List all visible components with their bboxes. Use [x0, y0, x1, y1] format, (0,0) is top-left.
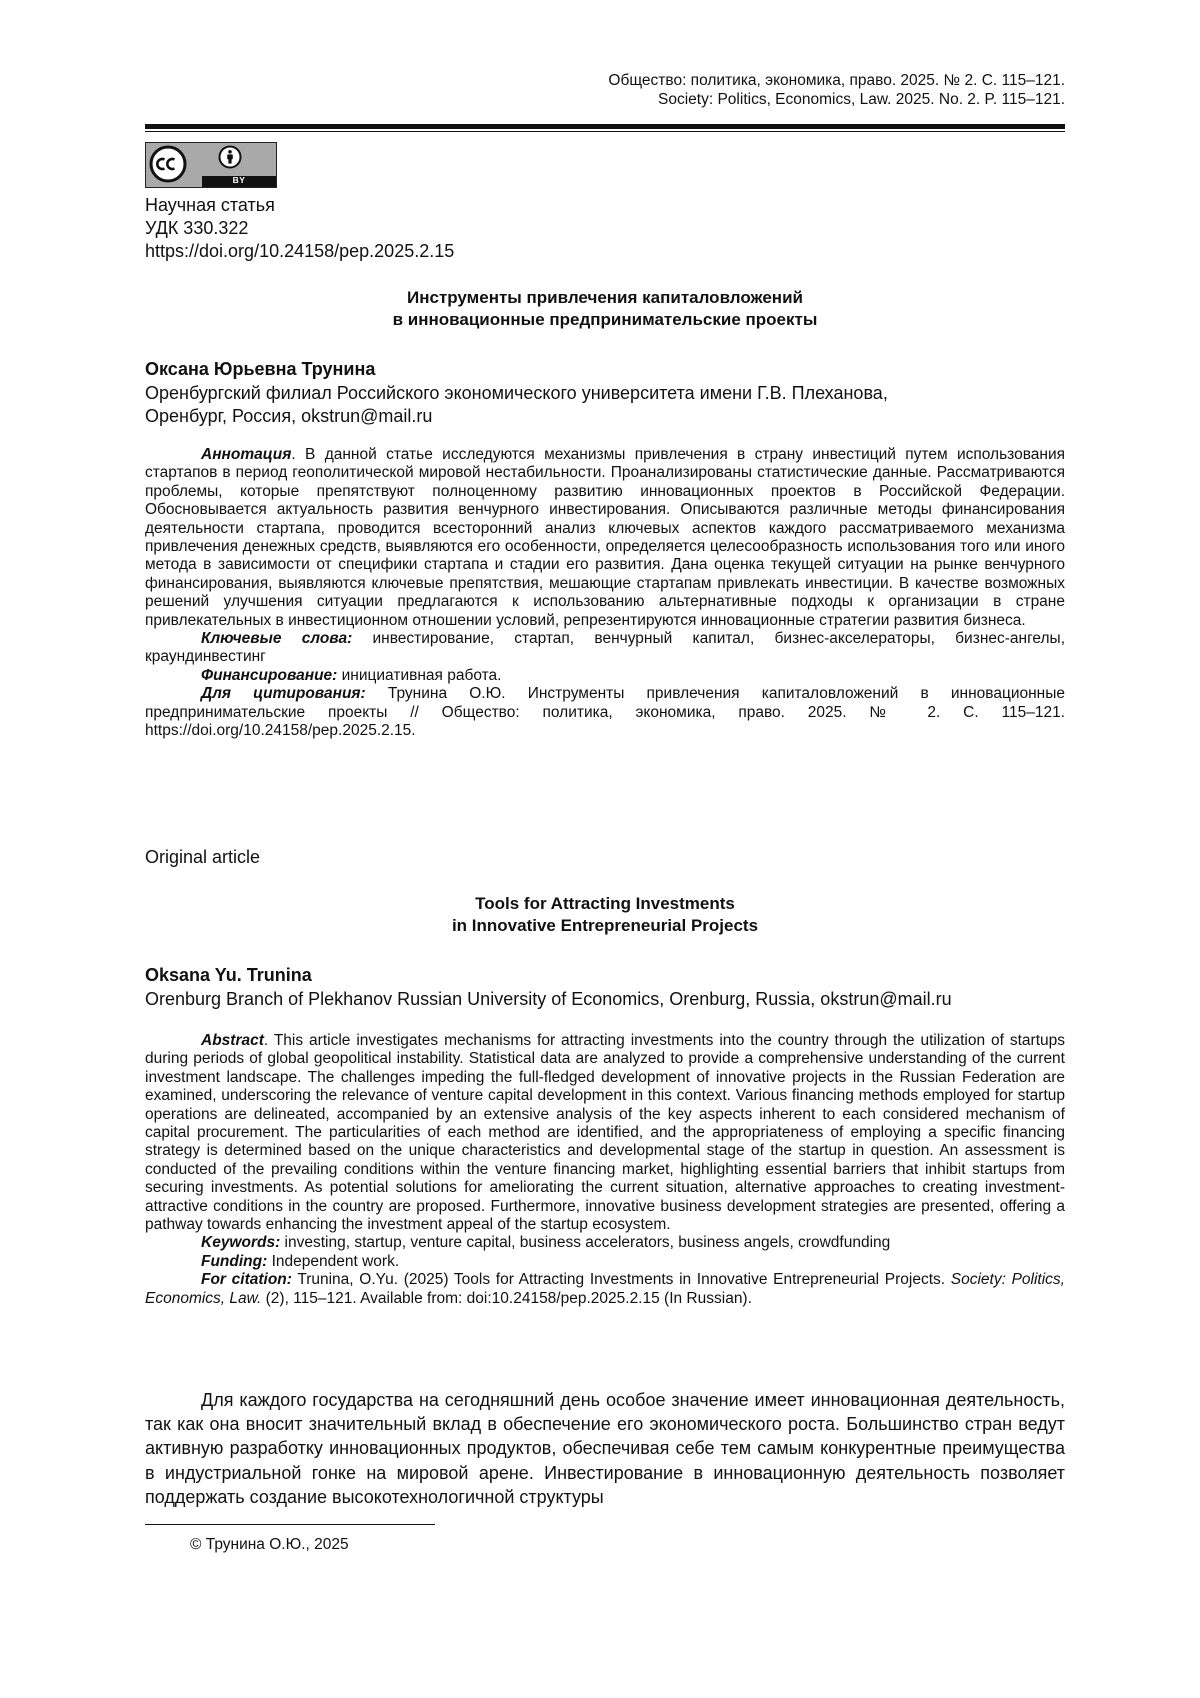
ru-title: [145, 287, 1065, 331]
en-title-line1: Tools for Attracting Investments: [475, 894, 735, 913]
en-citation: [145, 1271, 1065, 1308]
ru-keywords: [145, 630, 1065, 667]
license-strip-label: BY: [232, 175, 246, 185]
ru-citation-label: Для цитирования:: [201, 685, 366, 703]
en-funding-text: Independent work.: [267, 1252, 400, 1270]
en-abstract-label: Abstract: [201, 1032, 264, 1049]
license-strip: [202, 176, 276, 187]
en-author-name: Oksana Yu. Trunina: [145, 965, 312, 985]
running-head: [608, 71, 1065, 109]
body-text: [145, 1388, 1065, 1509]
ru-abstract: [145, 446, 1065, 630]
en-funding: [145, 1253, 1065, 1271]
ru-citation-text: Трунина О.Ю. Инструменты привлечения капиталовложений в инновационные предпринимательские проекты // Общество: политика, экономика, право. 2025. № 2. С. 115–121. https://doi.org/10.24158/pep.2025.2.15.: [145, 685, 1065, 740]
en-title: [145, 893, 1065, 937]
en-abstract-block: [145, 1032, 1065, 1308]
running-head-ru: Общество: политика, экономика, право. 2025. № 2. С. 115–121.: [608, 72, 1065, 89]
en-article-type: Original article: [145, 847, 261, 867]
header-rule-thin: [145, 131, 1065, 132]
cc-icon: [149, 145, 187, 183]
ru-affiliation: [145, 382, 1065, 428]
en-keywords-text: investing, startup, venture capital, business accelerators, business angels, crowdfunding: [280, 1234, 891, 1252]
footnote-rule: [145, 1524, 435, 1525]
ru-title-line1: Инструменты привлечения капиталовложений: [407, 288, 803, 307]
en-citation-text1: Trunina, O.Yu. (2025) Tools for Attracting Investments in Innovative Entrepreneurial Projects.: [291, 1271, 951, 1289]
cc-by-license-badge: [145, 142, 277, 188]
en-citation-text2: (2), 115–121. Available from: doi:10.24158/pep.2025.2.15 (In Russian).: [261, 1289, 752, 1307]
ru-keywords-label: Ключевые слова:: [201, 630, 353, 648]
ru-keywords-text: инвестирование, стартап, венчурный капитал, бизнес-акселераторы, бизнес-ангелы, краундинвестинг: [145, 630, 1065, 666]
body-paragraph-1: Для каждого государства на сегодняшний день особое значение имеет инновационная деятельность, так как она вносит значительный вклад в обеспечение его экономического роста. Большинство стран ведут активную разработку инновационных продуктов, обеспечивая себе тем самым конкурентные преимущества в индустриальной гонке на мировой арене. Инвестирование в инновационную деятельность позволяет поддержать создание высокотехнологичной структуры: [145, 1390, 1065, 1507]
en-citation-journal: Society: Politics, Economics, Law.: [145, 1271, 1065, 1307]
ru-funding-label: Финансирование:: [201, 666, 338, 684]
ru-abstract-label: Аннотация: [201, 446, 292, 463]
ru-article-type: Научная статья: [145, 195, 275, 215]
ru-funding: [145, 667, 1065, 685]
ru-funding-text: инициативная работа.: [337, 666, 502, 684]
ru-affiliation-line1: Оренбургский филиал Российского экономического университета имени Г.В. Плеханова,: [145, 383, 888, 403]
ru-title-line2: в инновационные предпринимательские проекты: [392, 310, 818, 329]
en-title-line2: in Innovative Entrepreneurial Projects: [451, 916, 759, 935]
ru-citation: [145, 685, 1065, 740]
ru-meta: [145, 194, 454, 263]
ru-abstract-text: . В данной статье исследуются механизмы привлечения в страну инвестиций путем использования стартапов в период геополитической мировой нестабильности. Проанализированы статистические данные. Рассматриваются проблемы, которые препятствуют полноценному развитию инновационных проектов в Российской Федерации. Обосновывается актуальность развития венчурного инвестирования. Описываются различные методы финансирования деятельности стартапа, проводится всесторонний анализ ключевых аспектов каждого рассматриваемого механизма привлечения денежных средств, выявляются его особенности, определяется целесообразность использования того или иного метода в зависимости от специфики стартапа и стадии его развития. Дана оценка текущей ситуации на рынке венчурного финансирования, выявляются ключевые препятствия, мешающие стартапам привлекать инвестиции. В качестве возможных решений улучшения ситуации предлагаются к использованию альтернативные подходы к организации в стране привлекательных в инвестиционном отношении условий, репрезентируются инновационные стратегии развития бизнеса.: [145, 446, 1065, 629]
udc-code: УДК 330.322: [145, 218, 249, 238]
copyright-note: © Трунина О.Ю., 2025: [190, 1536, 349, 1553]
ru-affiliation-line2: Оренбург, Россия, okstrun@mail.ru: [145, 406, 433, 426]
en-abstract: [145, 1032, 1065, 1234]
running-head-en: Society: Politics, Economics, Law. 2025. No. 2. P. 115–121.: [658, 91, 1065, 108]
doi-link[interactable]: https://doi.org/10.24158/pep.2025.2.15: [145, 241, 455, 261]
ru-author-name: Оксана Юрьевна Трунина: [145, 359, 376, 379]
en-abstract-text: . This article investigates mechanisms for attracting investments into the country through the utilization of startups during periods of global geopolitical instability. Statistical data are analyzed to provide a comprehensive understanding of the current investment landscape. The challenges impeding the full-fledged development of innovative projects in the Russian Federation are examined, underscoring the relevance of venture capital development in this context. Various financing methods employed for startup operations are delineated, accompanied by an extensive analysis of the key aspects inherent to each considered mechanism of capital procurement. The particularities of each method are identified, and the appropriateness of employing a specific financing strategy is determined based on the unique characteristics and developmental stage of the startup in question. An assessment is conducted of the prevailing conditions within the venture financing market, highlighting essential barriers that inhibit startups from securing investments. As potential solutions for ameliorating the current situation, alternative approaches to creating investment-attractive conditions in the country are proposed. Furthermore, innovative business development strategies are presented, offering a pathway towards enhancing the investment appeal of the startup ecosystem.: [145, 1032, 1065, 1234]
attribution-icon: [218, 145, 242, 169]
en-funding-label: Funding:: [201, 1252, 268, 1270]
header-rule-thick: [145, 124, 1065, 129]
en-keywords-label: Keywords:: [201, 1234, 281, 1252]
en-affiliation: Orenburg Branch of Plekhanov Russian University of Economics, Orenburg, Russia, okstrun@mail.ru: [145, 989, 952, 1009]
en-citation-label: For citation:: [201, 1271, 292, 1289]
en-keywords: [145, 1234, 1065, 1252]
ru-abstract-block: [145, 446, 1065, 741]
